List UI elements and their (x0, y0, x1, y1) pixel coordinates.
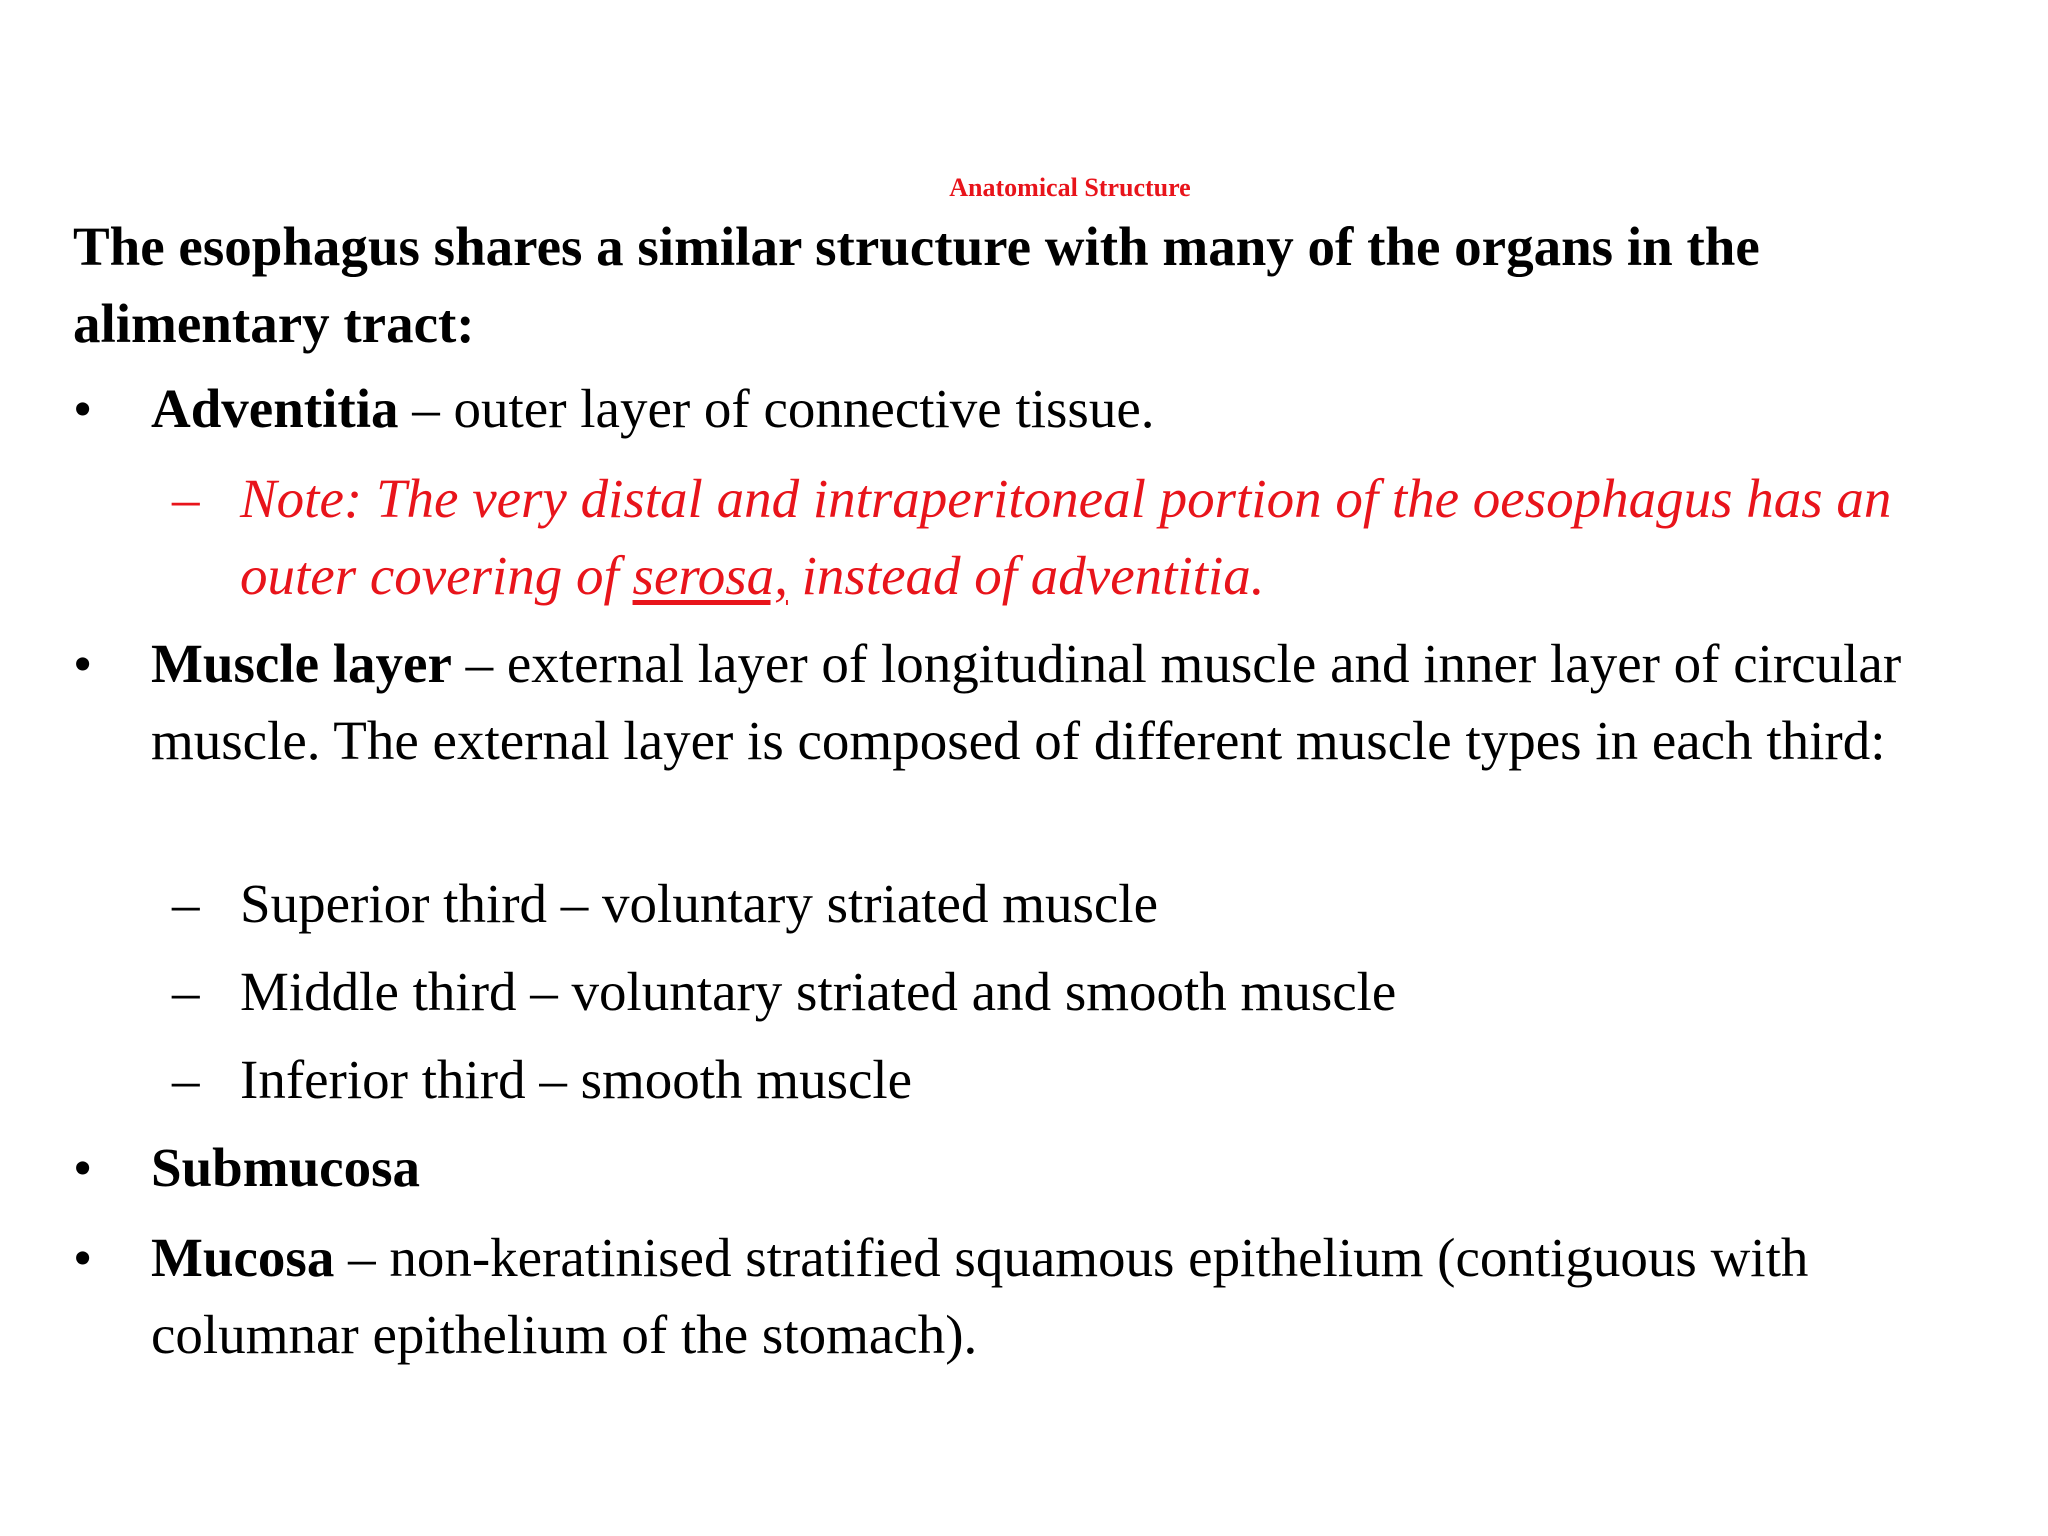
bullet-term: Muscle layer (151, 633, 452, 694)
sub-bullet-text: Inferior third – smooth muscle (240, 1049, 913, 1110)
bullet-term: Submucosa (151, 1137, 420, 1198)
sub-bullet-text: Middle third – voluntary striated and smooth muscle (240, 961, 1397, 1022)
bullet-text: – non-keratinised stratified squamous epithelium (contiguous with columnar epithelium of the stomach). (151, 1227, 1809, 1365)
dash-icon: – (172, 468, 200, 529)
dash-icon: – (172, 961, 200, 1022)
bullet-submucosa (73, 1129, 2013, 1206)
sub-bullet-text: Superior third – voluntary striated muscle (240, 873, 1159, 934)
intro-heading: The esophagus shares a similar structure with many of the organs in the alimentary tract: (73, 216, 1760, 354)
bullet-icon: • (73, 378, 93, 439)
bullet-term: Mucosa (151, 1227, 335, 1288)
sub-bullet-superior-third (172, 865, 2012, 942)
dash-icon: – (172, 1049, 200, 1110)
bullet-mucosa (73, 1219, 2013, 1373)
slide-title: Anatomical Structure (949, 173, 1191, 202)
bullet-icon: • (73, 1137, 93, 1198)
note-sub-bullet (172, 460, 2012, 614)
sub-bullet-middle-third (172, 953, 2012, 1030)
bullet-adventitia (73, 370, 2013, 447)
dash-icon: – (172, 873, 200, 934)
bullet-muscle-layer (73, 625, 2013, 779)
bullet-term: Adventitia (151, 378, 399, 439)
bullet-text: – external layer of longitudinal muscle and inner layer of circular muscle. The external layer is composed of different muscle types in each third: (151, 633, 1902, 771)
note-text-end: instead of adventitia. (787, 545, 1265, 606)
bullet-text: – outer layer of connective tissue. (398, 378, 1155, 439)
sub-bullet-inferior-third (172, 1041, 2012, 1118)
note-text: Note: The very distal and intraperitoneal portion of the oesophagus has an outer covering of (240, 468, 1892, 606)
note-underlined-term: serosa, (632, 545, 788, 606)
bullet-icon: • (73, 1227, 93, 1288)
bullet-icon: • (73, 633, 93, 694)
